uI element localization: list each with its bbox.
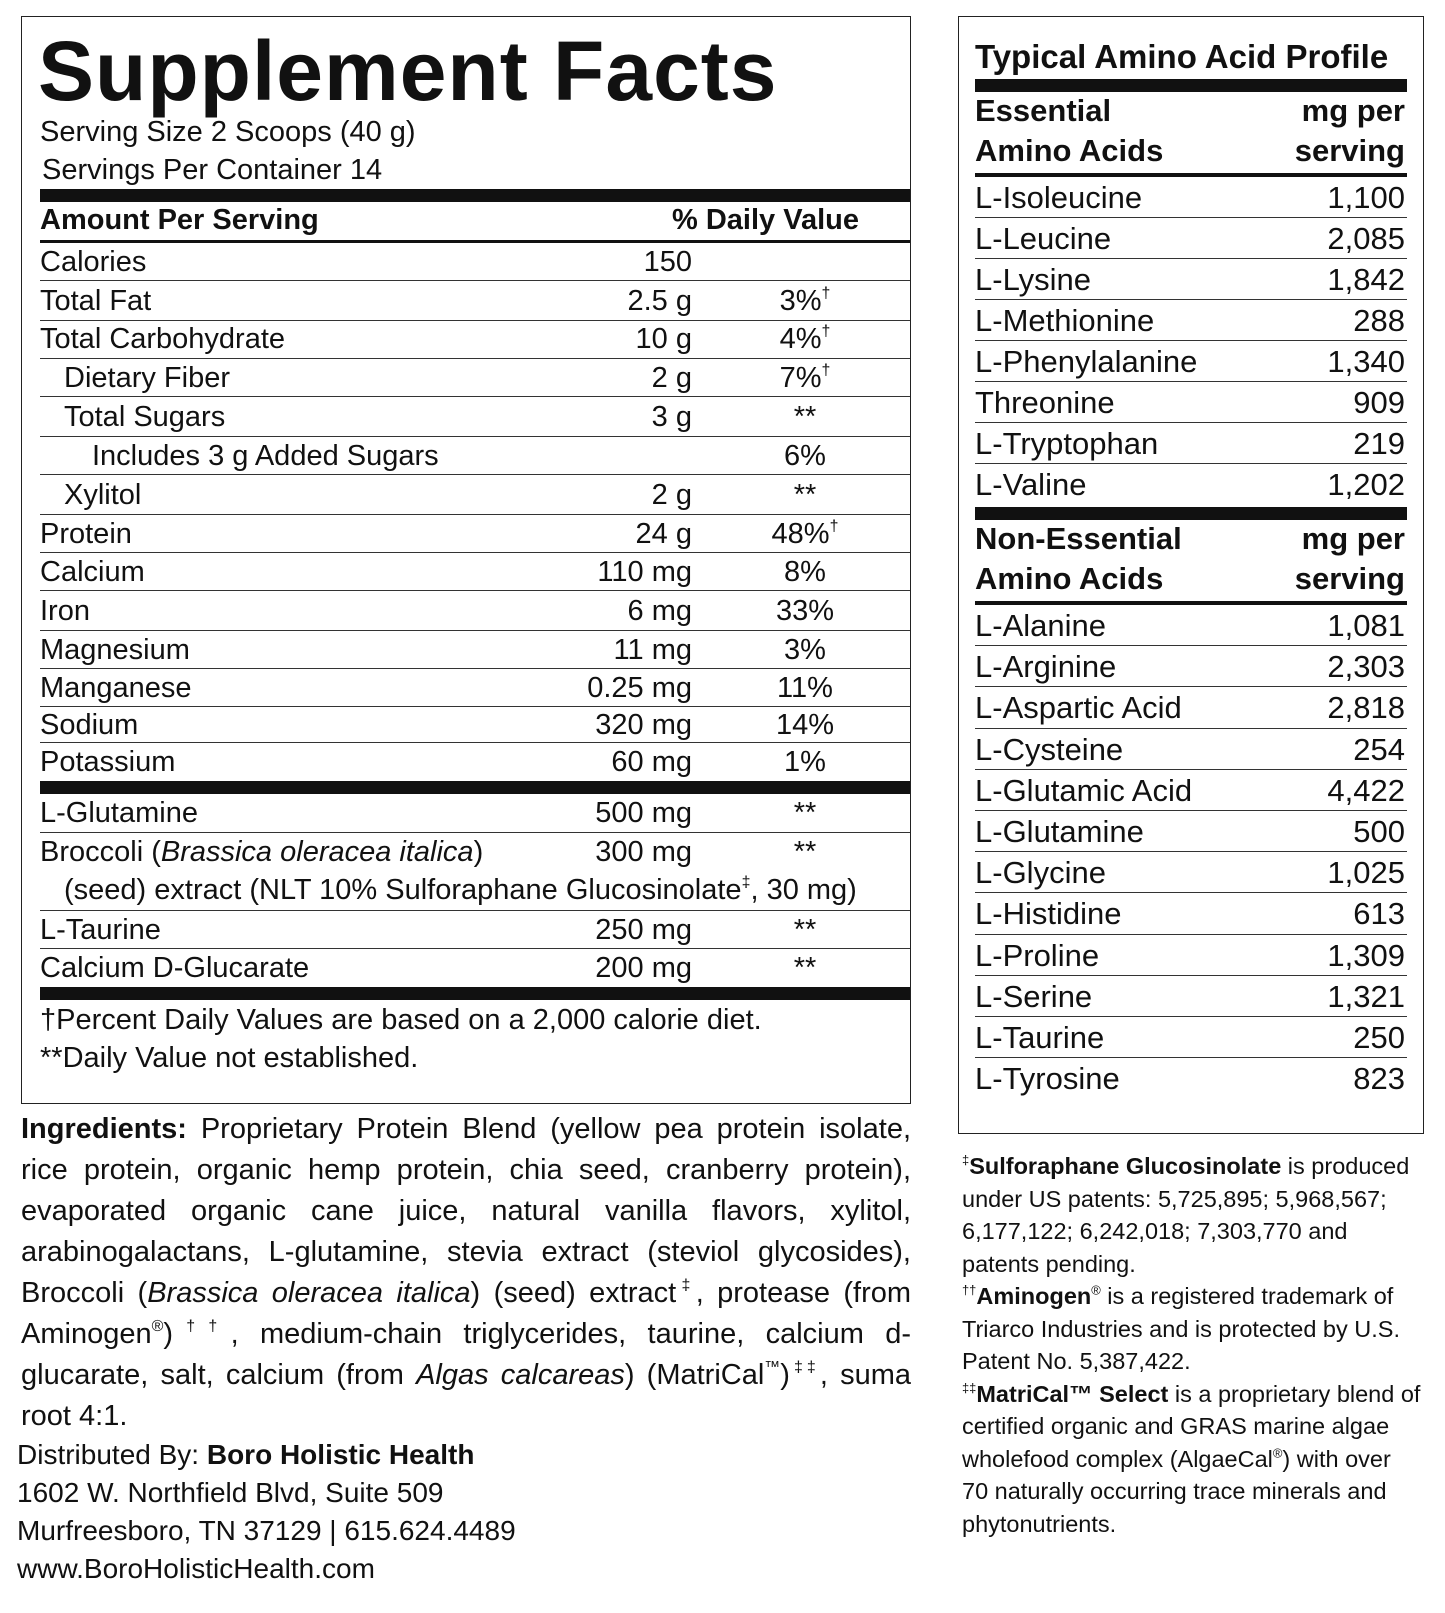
nutrient-name: Total Sugars: [64, 401, 226, 433]
amino-mg: 250: [1353, 1020, 1405, 1055]
nutrient-row: [40, 631, 910, 669]
other-name: Calcium D-Glucarate: [40, 952, 310, 984]
amino-mg: 219: [1353, 426, 1405, 461]
amino-row: [975, 341, 1407, 382]
amino-mg: 1,321: [1327, 978, 1405, 1014]
other-name: L-Taurine: [40, 914, 161, 946]
nutrient-row: [40, 397, 910, 437]
other-dv: **: [793, 797, 817, 829]
amino-mg: 500: [1353, 814, 1405, 849]
amino-mg: 4,422: [1327, 772, 1405, 808]
ingredients-label: Ingredients:: [21, 1113, 187, 1145]
other-amount: 200 mg: [595, 952, 692, 984]
footnote-not-established: **Daily Value not established.: [40, 1042, 419, 1074]
nutrient-amount: 2 g: [651, 479, 692, 511]
amino-acid-panel: [958, 16, 1424, 1134]
nutrient-daily-value: 3%: [784, 634, 826, 666]
servings-per-container: Servings Per Container 14: [42, 154, 383, 186]
nutrient-name: Total Fat: [40, 285, 152, 317]
nutrient-amount: 3 g: [651, 401, 692, 433]
amino-name: L-Alanine: [975, 608, 1106, 643]
nutrient-daily-value: 14%: [775, 709, 835, 741]
amino-row: [975, 811, 1407, 852]
note-aminogen: ††Aminogen® is a registered trademark of Triarco Industries and is protected by U.S. Patent No. 5,387,422.: [962, 1282, 1400, 1374]
amino-name: L-Isoleucine: [975, 180, 1143, 215]
amino-mg: 823: [1353, 1061, 1405, 1097]
amino-name: L-Lysine: [975, 262, 1092, 297]
nutrient-name: Sodium: [40, 709, 139, 741]
amino-name: L-Serine: [975, 978, 1093, 1014]
nutrient-daily-value: 3%†: [779, 285, 831, 317]
other-name: L-Glutamine: [40, 797, 198, 829]
distributor-address1: 1602 W. Northfield Blvd, Suite 509: [17, 1477, 444, 1508]
nutrient-amount: 60 mg: [611, 746, 692, 778]
distributor-line: Distributed By: Boro Holistic Health: [17, 1439, 475, 1470]
nutrient-daily-value: 6%: [784, 440, 826, 472]
amino-mg: 613: [1353, 896, 1405, 932]
amino-mg: 254: [1353, 731, 1405, 767]
amino-name: L-Glutamic Acid: [975, 772, 1193, 808]
nutrient-name: Potassium: [40, 746, 176, 778]
other-dv: **: [793, 836, 817, 868]
amino-row: [975, 646, 1407, 687]
nutrient-name: Calories: [40, 246, 147, 278]
trademark-notes: [962, 1150, 1422, 1540]
nutrient-row: [40, 359, 910, 397]
nutrient-amount: 0.25 mg: [587, 672, 692, 704]
amino-title: Typical Amino Acid Profile: [975, 38, 1389, 75]
amino-row: [975, 770, 1407, 811]
amino-name: L-Tryptophan: [975, 426, 1159, 461]
amino-mg: 2,303: [1327, 649, 1405, 685]
footnote-daily-values: †Percent Daily Values are based on a 2,000 calorie diet.: [40, 1004, 762, 1036]
amino-row: [975, 300, 1407, 341]
amino-row: [975, 976, 1407, 1017]
other-row: [40, 911, 910, 949]
amino-row: [975, 259, 1407, 300]
nutrient-row: [40, 475, 910, 515]
nutrient-amount: 11 mg: [613, 634, 692, 666]
nutrient-row: [40, 243, 910, 281]
nutrient-amount: 150: [643, 246, 692, 278]
other-name: Broccoli (Brassica oleracea italica): [40, 836, 484, 868]
amino-row: [975, 464, 1407, 505]
nutrient-name: Includes 3 g Added Sugars: [92, 440, 439, 472]
distributor-website[interactable]: www.BoroHolisticHealth.com: [17, 1553, 375, 1584]
amino-mg: 1,025: [1327, 855, 1405, 891]
other-name-line2: (seed) extract (NLT 10% Sulforaphane Glucosinolate‡, 30 mg): [64, 874, 857, 906]
other-dv: **: [793, 952, 817, 984]
thick-divider: [40, 987, 910, 1000]
nutrient-amount: 10 g: [635, 323, 692, 355]
nutrient-amount: 2.5 g: [627, 285, 692, 317]
amount-per-serving-header: Amount Per Serving: [40, 204, 319, 236]
other-row: [40, 949, 910, 987]
nutrient-row: [40, 707, 910, 743]
nutrient-daily-value: 4%†: [779, 323, 831, 355]
amino-row: [975, 218, 1407, 259]
amino-row: [975, 852, 1407, 893]
nutrient-name: Total Carbohydrate: [40, 323, 286, 355]
amino-row: [975, 605, 1407, 646]
nutrient-row: [40, 319, 910, 359]
nutrient-daily-value: **: [793, 479, 817, 511]
nutrient-name: Xylitol: [64, 479, 142, 511]
amino-name: L-Histidine: [975, 896, 1122, 932]
amino-row: [975, 729, 1407, 770]
amino-name: L-Taurine: [975, 1020, 1105, 1055]
facts-title: Supplement Facts: [38, 24, 778, 118]
nutrient-row: [40, 743, 910, 781]
amino-name: L-Arginine: [975, 649, 1117, 685]
nutrient-row: [40, 669, 910, 707]
amino-name: L-Cysteine: [975, 731, 1124, 767]
nutrient-amount: 2 g: [651, 362, 692, 394]
amino-row: [975, 177, 1407, 218]
nutrient-daily-value: 48%†: [771, 518, 839, 550]
other-amount: 250 mg: [595, 914, 692, 946]
nonessential-header: Non-Essential Amino Acids mg per serving: [975, 521, 1405, 596]
other-row: [40, 833, 910, 911]
amino-mg: 2,818: [1327, 690, 1405, 726]
amino-name: L-Valine: [975, 467, 1087, 502]
nutrient-row: [40, 591, 910, 631]
amino-mg: 1,100: [1327, 180, 1405, 215]
nutrient-daily-value: 8%: [784, 556, 826, 588]
essential-header: Essential Amino Acids mg per serving: [975, 93, 1405, 168]
amino-row: [975, 893, 1407, 934]
nutrient-name: Protein: [40, 518, 132, 550]
amino-row: [975, 687, 1407, 728]
nutrient-daily-value: 1%: [784, 746, 826, 778]
nutrient-name: Iron: [40, 595, 90, 627]
other-amount: 500 mg: [595, 797, 692, 829]
nutrient-name: Magnesium: [40, 634, 190, 666]
amino-name: L-Glycine: [975, 855, 1106, 891]
nutrient-amount: 6 mg: [627, 595, 692, 627]
amino-row: [975, 935, 1407, 976]
amino-row: [975, 1017, 1407, 1058]
note-sulforaphane: ‡Sulforaphane Glucosinolate is produced under US patents: 5,725,895; 5,968,567; 6,177,122; 6,242,018; 7,303,770 and patents pending.: [962, 1152, 1410, 1277]
amino-name: Threonine: [975, 385, 1115, 420]
nutrient-daily-value: **: [793, 401, 817, 433]
other-row: [40, 793, 910, 833]
serving-size: Serving Size 2 Scoops (40 g): [40, 116, 416, 148]
nutrient-row: [40, 281, 910, 321]
amino-name: L-Proline: [975, 937, 1100, 973]
nutrient-name: Manganese: [40, 672, 192, 704]
amino-row: [975, 423, 1407, 464]
amino-mg: 1,202: [1327, 467, 1405, 502]
nutrient-row: [40, 437, 910, 475]
ingredients-text: Ingredients: Proprietary Protein Blend (yellow pea protein isolate, rice protein, organic hemp protein, chia seed, cranberry protein), evaporated organic cane juice, natural vanilla flavors, xylitol, arabinogalactans, L-glutamine, stevia extract (steviol glycosides), Broccoli (Brassica oleracea italica) (seed) extract‡, protease (from Aminogen®)††, medium-chain triglycerides, taurine, calcium d-glucarate, salt, calcium (from Algas calcareas) (MatriCal™)‡‡, suma root 4:1.: [21, 1113, 912, 1432]
amino-name: L-Methionine: [975, 303, 1155, 338]
other-amount: 300 mg: [595, 836, 692, 868]
nutrient-row: [40, 553, 910, 591]
amino-mg: 2,085: [1327, 221, 1405, 256]
supplement-facts-panel: [21, 16, 911, 1104]
amino-name: L-Glutamine: [975, 814, 1144, 849]
amino-name: L-Phenylalanine: [975, 344, 1198, 379]
amino-mg: 288: [1353, 303, 1405, 338]
note-matrical: ‡‡MatriCal™ Select is a proprietary blend of certified organic and GRAS marine algae wholefood complex (AlgaeCal®) with over 70 naturally occurring trace minerals and phytonutrients.: [962, 1379, 1421, 1537]
distributor-address2: Murfreesboro, TN 37129 | 615.624.4489: [17, 1515, 516, 1546]
nutrient-amount: 320 mg: [595, 709, 692, 741]
amino-mg: 1,340: [1327, 344, 1405, 379]
nutrient-amount: 110 mg: [597, 556, 692, 588]
nutrient-name: Dietary Fiber: [64, 362, 230, 394]
nutrient-daily-value: 33%: [775, 595, 835, 627]
amino-mg: 1,842: [1327, 262, 1405, 297]
amino-row: [975, 1058, 1407, 1099]
amino-name: L-Leucine: [975, 221, 1112, 256]
amino-mg: 1,081: [1327, 608, 1405, 643]
nutrient-row: [40, 515, 910, 553]
amino-row: [975, 382, 1407, 423]
nutrient-daily-value: 7%†: [779, 362, 831, 394]
nutrient-amount: 24 g: [635, 518, 692, 550]
amino-mg: 1,309: [1327, 937, 1405, 973]
other-dv: **: [793, 914, 817, 946]
distributor-name: Boro Holistic Health: [206, 1439, 475, 1470]
daily-value-header: % Daily Value: [672, 204, 859, 236]
nutrient-daily-value: 11%: [777, 672, 833, 704]
amino-name: L-Tyrosine: [975, 1061, 1120, 1097]
amino-mg: 909: [1353, 385, 1405, 420]
nutrient-name: Calcium: [40, 556, 145, 588]
amino-name: L-Aspartic Acid: [975, 690, 1182, 726]
